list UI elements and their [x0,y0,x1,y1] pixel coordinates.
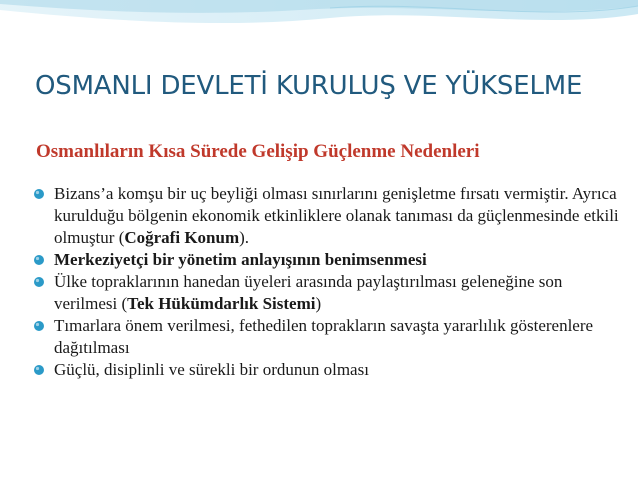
bullet-text: Tımarlara önem verilmesi, fethedilen toprakların savaşta yararlılık gösterenlere dağıtılması [54,316,594,357]
bullet-marker-icon [32,253,46,267]
decorative-wave [0,0,638,60]
bullet-text: Güçlü, disiplinli ve sürekli bir ordunun olması [54,360,369,379]
bullet-text: ). [239,228,250,247]
list-item [32,249,622,271]
list-item [32,359,622,381]
bullet-list [32,183,622,381]
list-item [32,315,622,359]
list-item [32,271,622,315]
bullet-text: Ülke topraklarının hanedan üyeleri arasında paylaştırılması geleneğine son verilmesi ( [54,272,563,313]
bullet-bold-text: Tek Hükümdarlık Sistemi [127,294,316,313]
bullet-marker-icon [32,363,46,377]
bullet-text: Bizans’a komşu bir uç beyliği olması sınırlarını genişletme fırsatı vermiştir. Ayrıca kurulduğu bölgenin ekonomik etkinliklere olanak tanıması da güçlenmesinde etkili olmuştur ( [54,184,619,247]
bullet-marker-icon [32,187,46,201]
bullet-bold-text: Coğrafi Konum [124,228,240,247]
bullet-text: ) [315,294,322,313]
list-item [32,183,622,249]
section-subtitle: Osmanlıların Kısa Sürede Gelişip Güçlenme Nedenleri [36,141,480,162]
bullet-marker-icon [32,319,46,333]
page-title: OSMANLI DEVLETİ KURULUŞ VE YÜKSELME [35,71,583,101]
bullet-marker-icon [32,275,46,289]
bullet-bold-text: Merkeziyetçi bir yönetim anlayışının benimsenmesi [54,250,427,269]
